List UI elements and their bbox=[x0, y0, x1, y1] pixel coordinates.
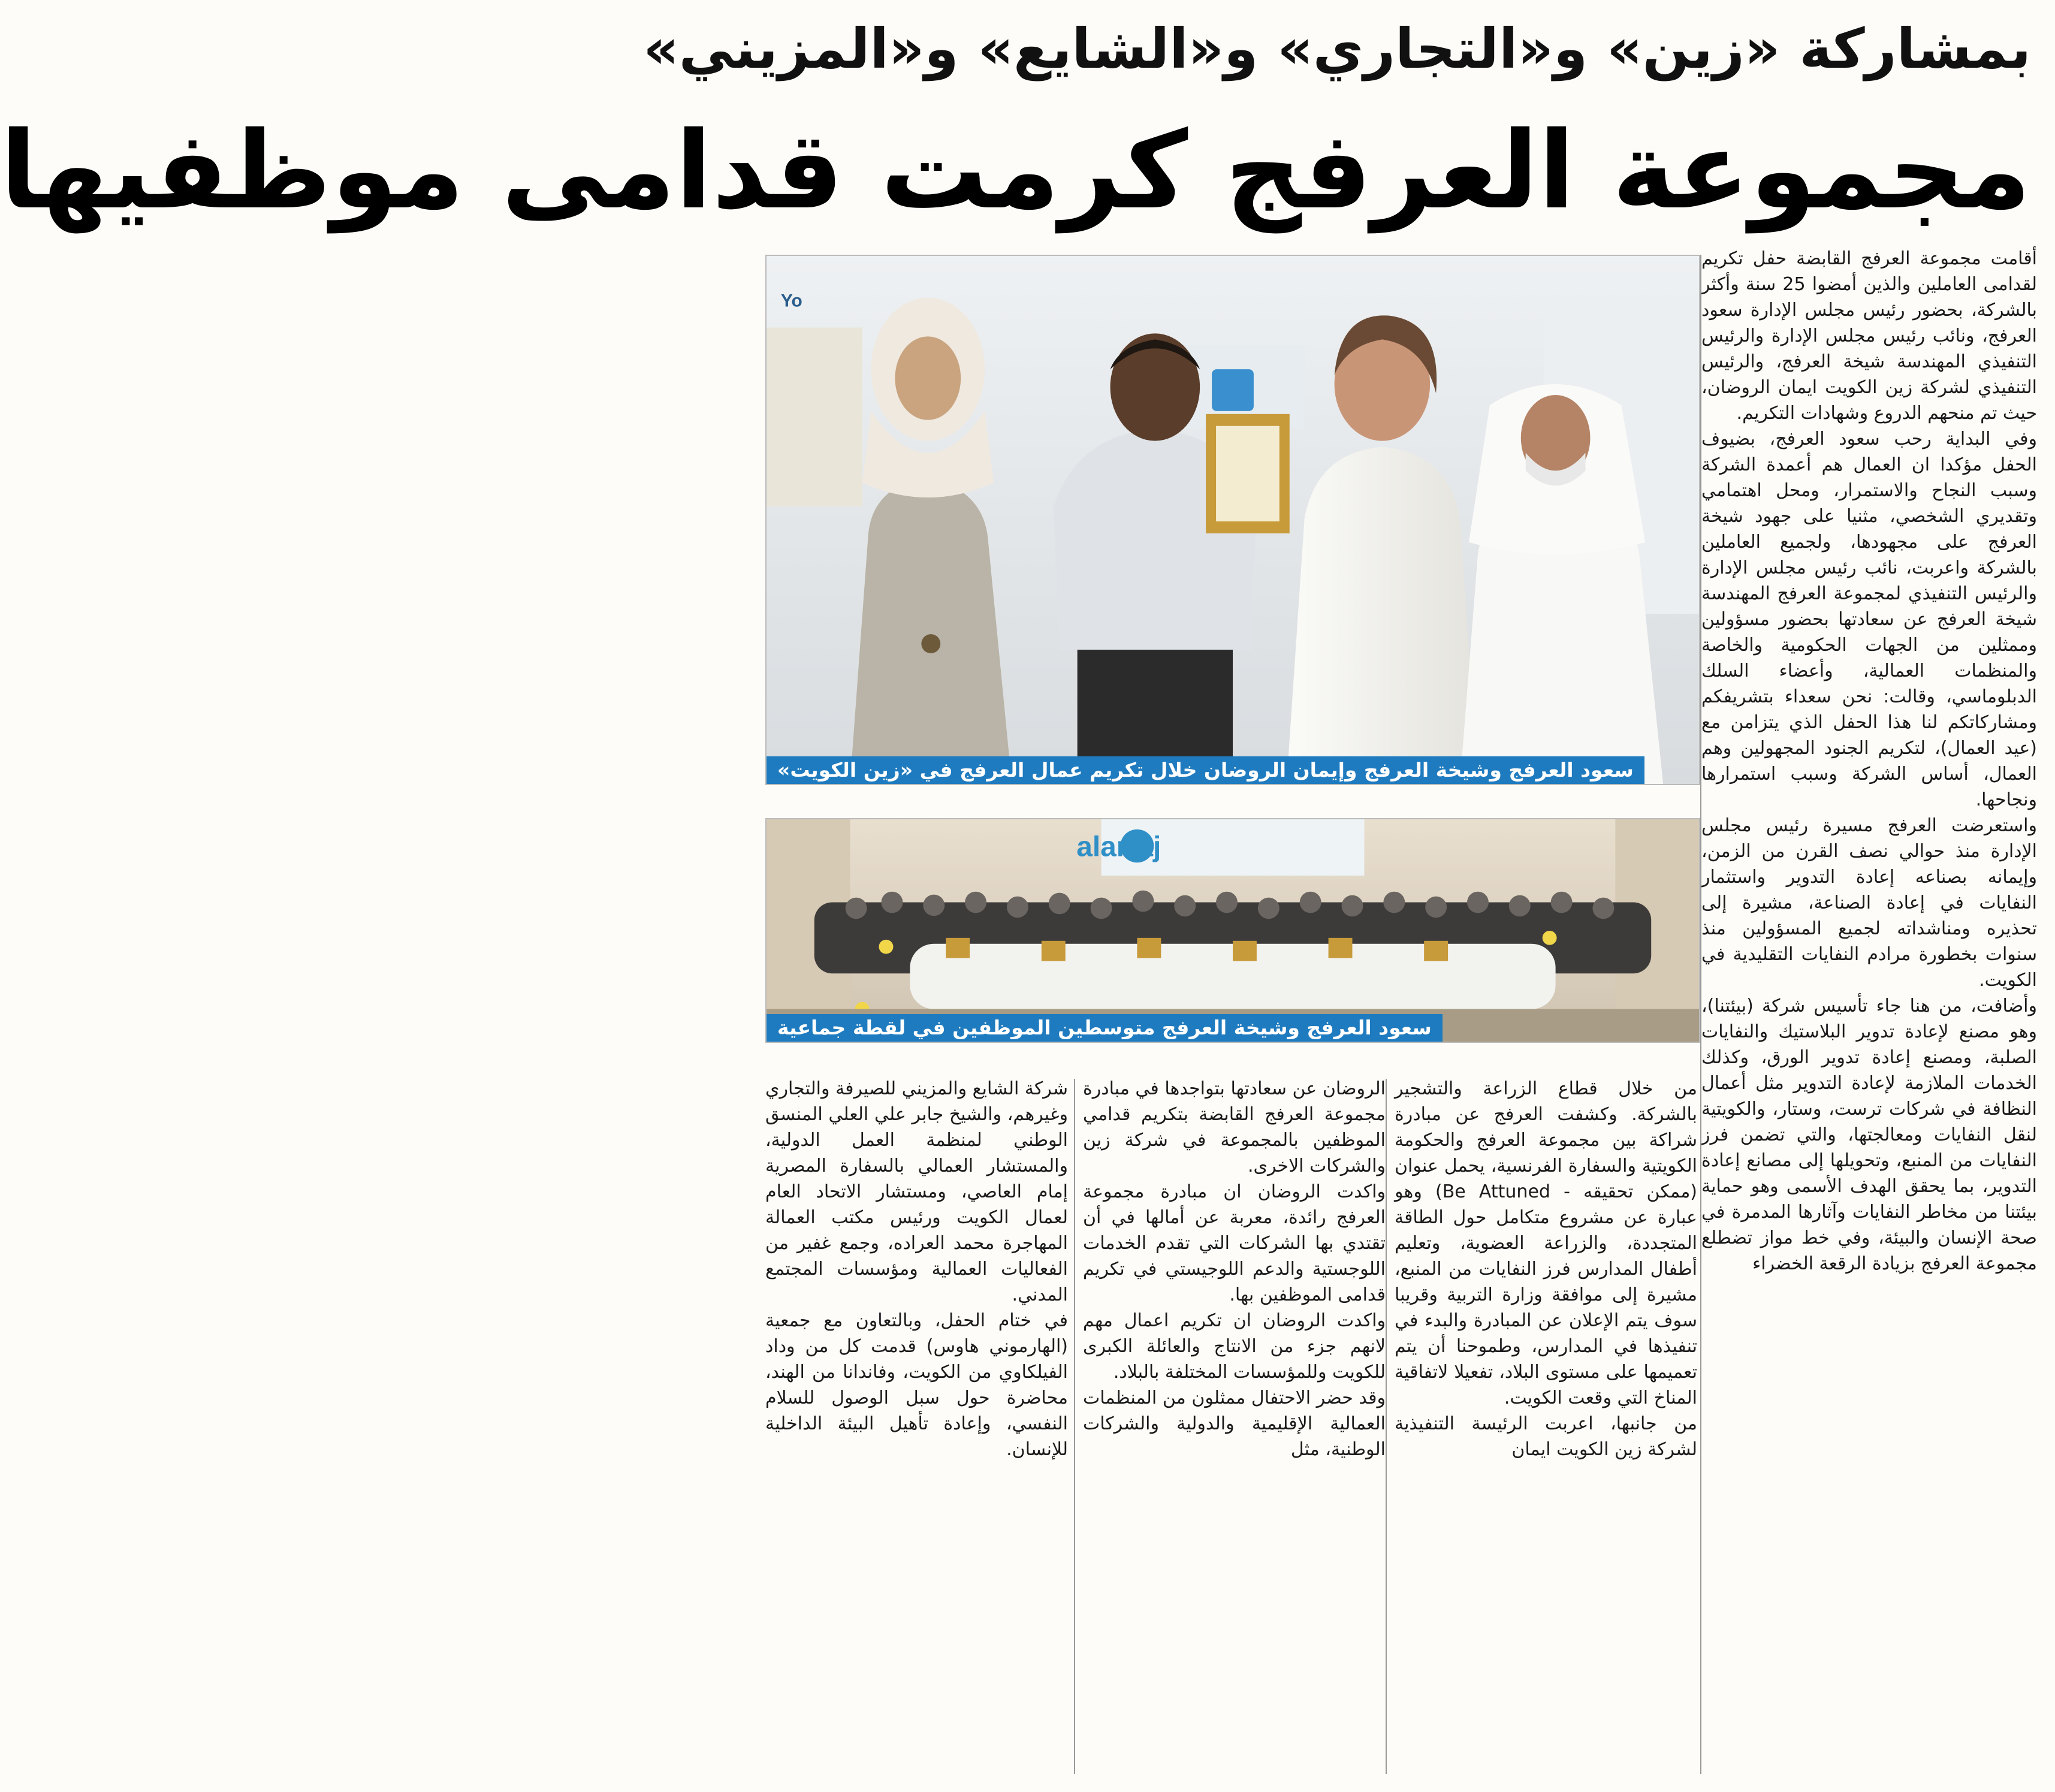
article-paragraph: شركة الشايع والمزيني للصيرفة والتجاري وغيرهم، والشيخ جابر علي العلي المنسق الوطني لمنظمة العمل الدولية، والمستشار العمالي بالسفارة المصرية إمام العاصي، ومستشار الاتحاد العام لعمال الكويت ورئيس مكتب العمالة المهاجرة محمد العراده، وجمع غفير من الفعاليات العمالية ومؤسسات المجتمع المدني. bbox=[765, 1078, 1068, 1305]
article-paragraph: واستعرضت العرفج مسيرة رئيس مجلس الإدارة منذ حوالي نصف القرن من الزمن، وإيمانه بصناعه إعادة التدوير واستثمار النفايات في إعادة الصناعة، مشيرة إلى تحذيره ومناشداته لجميع المسؤولين منذ سنوات بخطورة مرادم النفايات التقليدية في الكويت. bbox=[1701, 815, 2037, 991]
top-photo bbox=[765, 255, 1700, 785]
article-paragraph: في ختام الحفل، وبالتعاون مع جمعية (الهارموني هاوس) قدمت كل من وداد الفيلكاوي من الكويت، وفاندانا من الهند، محاضرة حول سبل الوصول للسلام النفسي، وإعادة تأهيل البيئة الداخلية للإنسان. bbox=[765, 1310, 1068, 1460]
article-paragraph: وفي البداية رحب سعود العرفج، بضيوف الحفل مؤكدا ان العمال هم أعمدة الشركة وسبب النجاح والاستمرار، ومحل اهتمامي وتقديري الشخصي، مثنيا على جهود شيخة العرفج على مجهودها، ولجميع العاملين بالشركة واعربت، نائب رئيس مجلس الإدارة والرئيس التنفيذي لمجموعة العرفج المهندسة شيخة العرفج عن سعادتها بحضور مسؤولين وممثلين من الجهات الحكومية والخاصة والمنظمات العمالية، وأعضاء السلك الدبلوماسي، وقالت: نحن سعداء بتشريفكم ومشاركاتكم لنا هذا الحفل الذي يتزامن مع (عيد العمال)، لتكريم الجنود المجهولين وهم العمال، أساس الشركة وسبب استمرارها ونجاحها. bbox=[1701, 429, 2037, 810]
top-photo-caption: سعود العرفج وشيخة العرفج وإيمان الروضان خلال تكريم عمال العرفج في «زين الكويت» bbox=[767, 756, 1644, 784]
main-headline: مجموعة العرفج كرمت قدامى موظفيها bbox=[0, 108, 2031, 233]
svg-text:Yo: Yo bbox=[780, 291, 802, 311]
group-photo-graphic bbox=[767, 819, 1699, 1042]
article-paragraph: من خلال قطاع الزراعة والتشجير بالشركة. وكشفت العرفج عن مبادرة شراكة بين مجموعة العرفج والحكومة الكويتية والسفارة الفرنسية، يحمل عنوان (ممكن تحقيقه - Be Attuned) وهو عبارة عن مشروع متكامل حول الطاقة المتجددة، والزراعة العضوية، وتعليم أطفال المدارس فرز النفايات من المنبع، مشيرة إلى موافقة وزارة التربية وقريبا سوف يتم الإعلان عن المبادرة والبدء في تنفيذها في المدارس، وطموحنا أن يتم تعميمها على مستوى البلاد، تفعيلا لاتفاقية المناخ التي وقعت الكويت. bbox=[1395, 1078, 1698, 1408]
svg-text:alarfaj: alarfaj bbox=[1076, 831, 1161, 863]
article-paragraph: وأضافت، من هنا جاء تأسيس شركة (بيئتنا)، وهو مصنع لإعادة تدوير البلاستيك والنفايات الصلبة، ومصنع إعادة تدوير الورق، وكذلك الخدمات الملازمة لإعادة التدوير مثل أعمال النظافة في شركات ترست، وستار، والكويتية لنقل النفايات ومعالجتها، والتي تضمن فرز النفايات من المنبع، وتحويلها إلى مصانع إعادة التدوير، بما يحقق الهدف الأسمى وهو حماية بيئتنا من مخاطر النفايات وآثارها المدمرة في صحة الإنسان والبيئة، وفي خط مواز تضطلع مجموعة العرفج بزيادة الرقعة الخضراء bbox=[1701, 995, 2037, 1274]
column-divider bbox=[1700, 255, 1701, 1774]
kicker-headline: بمشاركة «زين» و«التجاري» و«الشايع» و«المزيني» bbox=[643, 17, 2031, 81]
text-column-b3 bbox=[765, 1076, 1068, 1780]
right-text-column bbox=[1701, 246, 2037, 1780]
article-paragraph: واكدت الروضان ان مبادرة مجموعة العرفج رائدة، معربة عن أمالها في أن تقتدي بها الشركات التي تقدم الخدمات اللوجستية والدعم اللوجيستي في تكريم قدامى الموظفين بها. bbox=[1083, 1181, 1386, 1305]
article-paragraph: أقامت مجموعة العرفج القابضة حفل تكريم لقدامى العاملين والذين أمضوا 25 سنة وأكثر بالشركة، بحضور رئيس مجلس الإدارة سعود العرفج، ونائب رئيس مجلس الإدارة والرئيس التنفيذي المهندسة شيخة العرفج، والرئيس التنفيذي لشركة زين الكويت ايمان الروضان، حيث تم منحهم الدروع وشهادات التكريم. bbox=[1701, 248, 2037, 424]
article-paragraph: وقد حضر الاحتفال ممثلون من المنظمات العمالية الإقليمية والدولية والشركات الوطنية، مثل bbox=[1083, 1387, 1386, 1460]
article-paragraph: من جانبها، اعربت الرئيسة التنفيذية لشركة زين الكويت ايمان bbox=[1395, 1413, 1697, 1460]
text-column-b1 bbox=[1395, 1076, 1697, 1780]
ceremony-photo-graphic bbox=[767, 256, 1699, 784]
bottom-photo bbox=[765, 818, 1700, 1043]
text-column-b2 bbox=[1083, 1076, 1386, 1780]
zain-logo-icon bbox=[1212, 369, 1254, 411]
column-divider bbox=[1386, 1079, 1387, 1774]
column-divider bbox=[1074, 1079, 1075, 1774]
article-paragraph: الروضان عن سعادتها بتواجدها في مبادرة مجموعة العرفج القابضة بتكريم قدامي الموظفين بالمجموعة في شركة زين والشركات الاخرى. bbox=[1083, 1078, 1386, 1176]
article-paragraph: واكدت الروضان ان تكريم اعمال مهم لانهم جزء من الانتاج والعائلة الكبرى للكويت وللمؤسسات المختلفة بالبلاد. bbox=[1083, 1310, 1386, 1383]
bottom-photo-caption: سعود العرفج وشيخة العرفج متوسطين الموظفين في لقطة جماعية bbox=[767, 1014, 1443, 1042]
